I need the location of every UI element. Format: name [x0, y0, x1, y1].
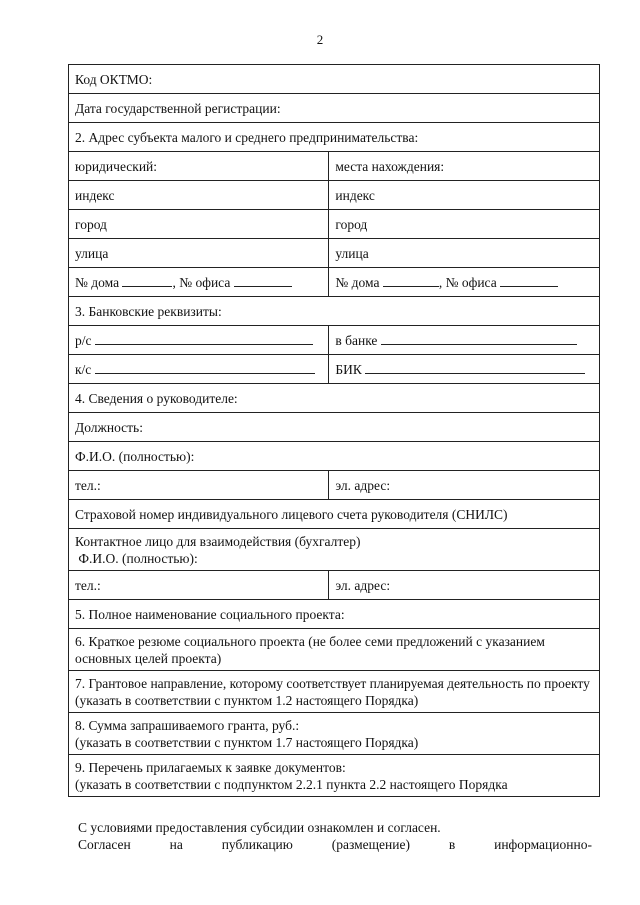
account-field[interactable] [69, 326, 329, 355]
grant-sum-label: 8. Сумма запрашиваемого гранта, руб.: [75, 717, 300, 733]
project-summary-label: 6. Краткое резюме социального проекта (не более семи предложений с указанием основных целей проекта) [75, 633, 545, 666]
location-address-label: места нахождения: [335, 158, 445, 174]
contact-phone-field[interactable] [69, 571, 329, 600]
location-address-header [329, 152, 600, 181]
location-house-office-field[interactable] [329, 268, 600, 297]
legal-index-label: индекс [75, 187, 115, 203]
grant-sum-note: (указать в соответствии с пунктом 1.7 настоящего Порядка) [75, 734, 419, 750]
corr-account-label: к/с [75, 361, 92, 377]
contact-person-label: Контактное лицо для взаимодействия (бухгалтер) [75, 533, 361, 549]
account-blank[interactable] [95, 332, 313, 345]
bank-blank[interactable] [381, 332, 577, 345]
head-phone-label: тел.: [75, 477, 101, 493]
contact-full-name-label: Ф.И.О. (полностью): [75, 550, 198, 566]
consent-word: в [448, 837, 456, 852]
legal-street-field[interactable] [69, 239, 329, 268]
project-name-row[interactable] [69, 600, 600, 629]
location-index-field[interactable] [329, 181, 600, 210]
documents-list-label: 9. Перечень прилагаемых к заявке документов: [75, 759, 346, 775]
project-summary-row[interactable] [69, 629, 600, 671]
location-index-label: индекс [335, 187, 375, 203]
publication-consent-line [68, 836, 600, 853]
location-office-label: , № офиса [438, 274, 497, 290]
contact-phone-label: тел.: [75, 577, 101, 593]
position-label: Должность: [75, 419, 143, 435]
head-email-field[interactable] [329, 471, 600, 500]
page-number: 2 [316, 32, 324, 47]
project-name-label: 5. Полное наименование социального проекта: [75, 606, 345, 622]
consent-word: на [169, 837, 183, 852]
contact-person-row[interactable] [69, 529, 600, 571]
location-city-field[interactable] [329, 210, 600, 239]
head-email-label: эл. адрес: [335, 477, 391, 493]
registration-date-label: Дата государственной регистрации: [75, 100, 281, 116]
location-office-blank[interactable] [500, 274, 558, 287]
snils-label: Страховой номер индивидуального лицевого счета руководителя (СНИЛС) [75, 506, 508, 522]
legal-street-label: улица [75, 245, 109, 261]
head-section-row [69, 384, 600, 413]
bank-field[interactable] [329, 326, 600, 355]
consent-word: публикацию [221, 837, 293, 852]
head-full-name-label: Ф.И.О. (полностью): [75, 448, 195, 464]
account-label: р/с [75, 332, 92, 348]
legal-city-field[interactable] [69, 210, 329, 239]
legal-city-label: город [75, 216, 107, 232]
address-section-row [69, 123, 600, 152]
grant-direction-label: 7. Грантовое направление, которому соответствует планируемая деятельность по проекту (указать в соответствии с пунктом 1.2 настоящего Порядка) [75, 675, 590, 708]
contact-email-field[interactable] [329, 571, 600, 600]
contact-email-label: эл. адрес: [335, 577, 391, 593]
legal-house-label: № дома [75, 274, 120, 290]
legal-address-header [69, 152, 329, 181]
location-city-label: город [335, 216, 368, 232]
snils-row[interactable] [69, 500, 600, 529]
location-street-field[interactable] [329, 239, 600, 268]
corr-account-field[interactable] [69, 355, 329, 384]
location-house-blank[interactable] [383, 274, 439, 287]
legal-house-blank[interactable] [122, 274, 172, 287]
consent-word: (размещение) [331, 837, 410, 852]
registration-date-row[interactable] [69, 94, 600, 123]
consent-word: информационно- [494, 837, 592, 852]
consent-statement: С условиями предоставления субсидии ознакомлен и согласен. [78, 820, 441, 835]
corr-account-blank[interactable] [95, 361, 315, 374]
bank-label: в банке [335, 332, 378, 348]
grant-direction-row[interactable] [69, 671, 600, 713]
location-house-label: № дома [335, 274, 380, 290]
documents-list-note: (указать в соответствии с подпунктом 2.2.1 пункта 2.2 настоящего Порядка [75, 776, 508, 792]
location-street-label: улица [335, 245, 369, 261]
bank-section-title: 3. Банковские реквизиты: [75, 303, 222, 319]
legal-office-label: , № офиса [172, 274, 231, 290]
consent-word: Согласен [78, 837, 131, 852]
legal-index-field[interactable] [69, 181, 329, 210]
bik-field[interactable] [329, 355, 600, 384]
oktmo-label: Код ОКТМО: [75, 71, 153, 87]
head-phone-field[interactable] [69, 471, 329, 500]
grant-sum-row[interactable] [69, 713, 600, 755]
application-form-table [68, 64, 600, 797]
position-row[interactable] [69, 413, 600, 442]
head-section-title: 4. Сведения о руководителе: [75, 390, 238, 406]
bik-label: БИК [335, 361, 362, 377]
legal-house-office-field[interactable] [69, 268, 329, 297]
bank-section-row [69, 297, 600, 326]
head-full-name-row[interactable] [69, 442, 600, 471]
oktmo-row[interactable] [69, 65, 600, 94]
legal-office-blank[interactable] [234, 274, 292, 287]
address-section-title: 2. Адрес субъекта малого и среднего предпринимательства: [75, 129, 419, 145]
bik-blank[interactable] [365, 361, 585, 374]
legal-address-label: юридический: [75, 158, 158, 174]
documents-list-row[interactable] [69, 755, 600, 797]
